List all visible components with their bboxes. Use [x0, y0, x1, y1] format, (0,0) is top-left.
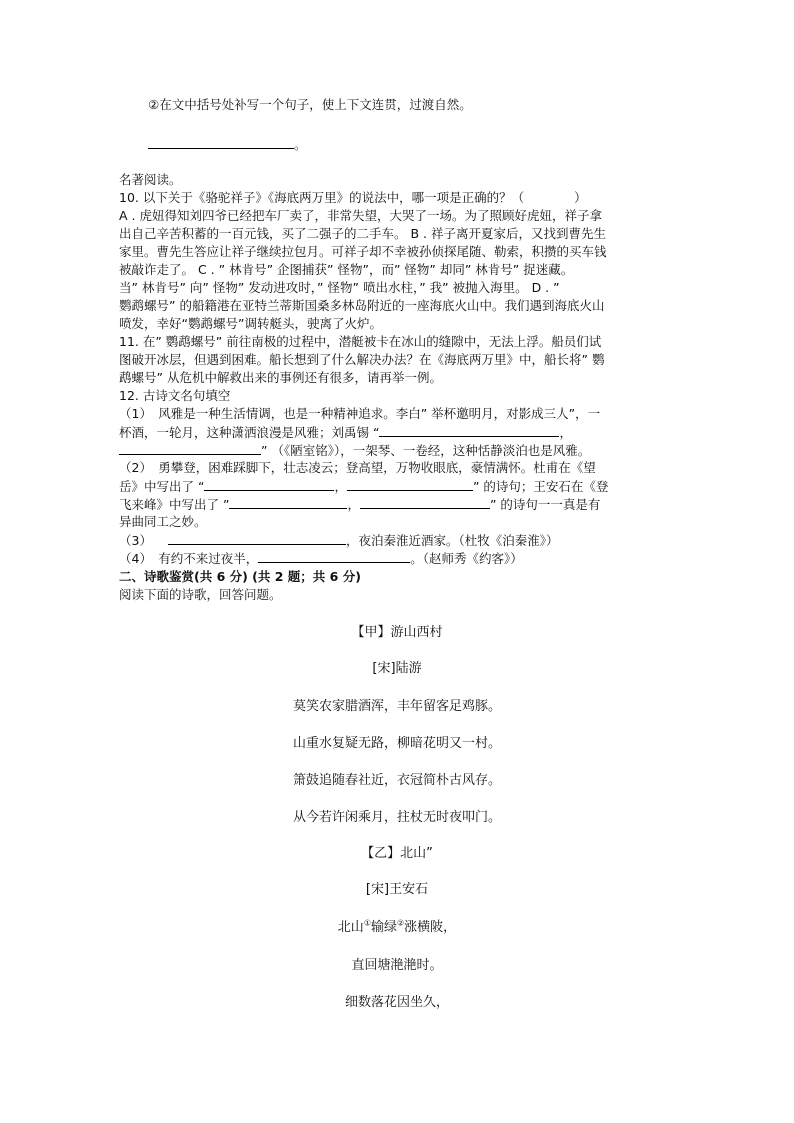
q12-part2-line-2: 岳》中写出了 “ ， ” 的诗句；王安石在《登 [119, 479, 609, 494]
poem2-author: [宋]王安石 [365, 882, 429, 897]
q10-line-3: 出自己辛苦积蓄的一百元钱，买了二强子的二手车。 B . 祥子离开夏家后，又找到曹先生 [119, 226, 606, 241]
poem1-line-3: 箫鼓追随春社近，衣冠简朴古风存。 [292, 773, 501, 788]
q12-part2-line-1: （2） 勇攀登，困难踩脚下，壮志凌云；登高望，万物收眼底，豪情满怀。杜甫在《望 [119, 460, 596, 475]
poem1-title: 【甲】游山西村 [351, 625, 443, 640]
poem1-line-4: 从今若许闲乘月，拄杖无时夜叩门。 [292, 810, 501, 825]
q10-line-1: 10. 以下关于《骆驼祥子》《海底两万里》的说法中，哪一项是正确的？（ ） [119, 190, 587, 205]
q10-line-4: 家里。曹先生答应让祥子继续拉包月。可祥子却不幸被孙侦探尾随、勒索，积攒的买车钱 [119, 244, 607, 259]
q12-part1-line-1: （1） 风雅是一种生活情调，也是一种精神追求。李白” 举杯邀明月，对影成三人”，一 [119, 406, 601, 421]
q10-line-5: 被敲诈走了。 C . ” 林肯号” 企图捕获” 怪物”，而” 怪物” 却同” 林肯号” 捉迷藏。 [119, 262, 574, 277]
q12-part2-line-3: 飞来峰》中写出了 ” ， ” 的诗句一一真是有 [119, 497, 601, 512]
question-fill-sentence: ②在文中括号处补写一个句子，使上下文连贯，过渡自然。 [148, 97, 472, 112]
q12-title: 12. 古诗文名句填空 [119, 388, 231, 403]
q12-part1-line-3: ” （《陋室铭》），一架琴、一卷经，这种恬静淡泊也是风雅。 [119, 441, 679, 460]
q10-line-6: 当” 林肯号” 向” 怪物” 发动进攻时，” 怪物” 喷出水柱，” 我” 被抛入海里。 D . ” [119, 280, 560, 295]
fill-blank[interactable] [347, 477, 473, 491]
poem1-line-1: 莫笑农家腊酒浑，丰年留客足鸡豚。 [292, 699, 501, 714]
answer-line [148, 135, 708, 154]
footnote-marker: ① [363, 918, 371, 928]
q12-part4: （4） 有约不来过夜半， 。（赵师秀《约客》） [119, 551, 523, 566]
answer-blank[interactable] [148, 135, 294, 149]
fill-blank[interactable] [204, 477, 334, 491]
section-classics-heading: 名著阅读。 [119, 172, 182, 187]
q12-part1-line-2: 杯酒，一轮月，这种潇洒浪漫是风雅；刘禹锡 “ ， [119, 425, 572, 440]
q10-line-8: 喷发，幸好“鹦鹉螺号”调转艇头，驶离了火炉。 [119, 316, 382, 331]
poem2-line-2: 直回塘滟滟时。 [351, 958, 443, 973]
fill-blank[interactable] [168, 531, 346, 545]
fill-blank[interactable] [379, 423, 559, 437]
poem1-author: [宋]陆游 [372, 661, 422, 676]
footnote-marker: ② [397, 918, 405, 928]
q10-line-7: 鹦鹉螺号” 的船籍港在亚特兰蒂斯国桑多林岛附近的一座海底火山中。我们遇到海底火山 [119, 298, 605, 313]
fill-blank[interactable] [258, 549, 410, 563]
poem2-title: 【乙】北山” [361, 846, 433, 861]
poem2-line-1: 北山①输绿②涨横陂， [337, 918, 457, 935]
fill-blank[interactable] [229, 495, 347, 509]
poem2-line-3: 细数落花因坐久， [344, 995, 449, 1010]
q12-part3: （3） ，夜泊秦淮近酒家。（杜牧《泊秦淮》） [119, 533, 559, 548]
q10-line-2: A . 虎妞得知刘四爷已经把车厂卖了，非常失望，大哭了一场。为了照顾好虎妞，祥子拿 [119, 208, 602, 223]
q11-line-1: 11. 在” 鹦鹉螺号” 前往南极的过程中，潜艇被卡在冰山的缝隙中，无法上浮。船员们试 [119, 334, 602, 349]
poem1-line-2: 山重水复疑无路，柳暗花明又一村。 [292, 736, 501, 751]
q11-line-2: 图破开冰层，但遇到困难。船长想到了什么解决办法？在《海底两万里》中，船长将” 鹦 [119, 352, 605, 367]
answer-end-mark: 。 [294, 137, 307, 152]
poetry-instruction: 阅读下面的诗歌，回答问题。 [119, 587, 282, 602]
q11-line-3: 鹉螺号” 从危机中解救出来的事例还有很多，请再举一例。 [119, 370, 442, 385]
fill-blank[interactable] [119, 441, 261, 455]
section-poetry-heading: 二、诗歌鉴赏(共 6 分) (共 2 题；共 6 分) [119, 569, 361, 584]
fill-blank[interactable] [360, 495, 490, 509]
q12-part2-line-4: 异曲同工之妙。 [119, 514, 207, 529]
